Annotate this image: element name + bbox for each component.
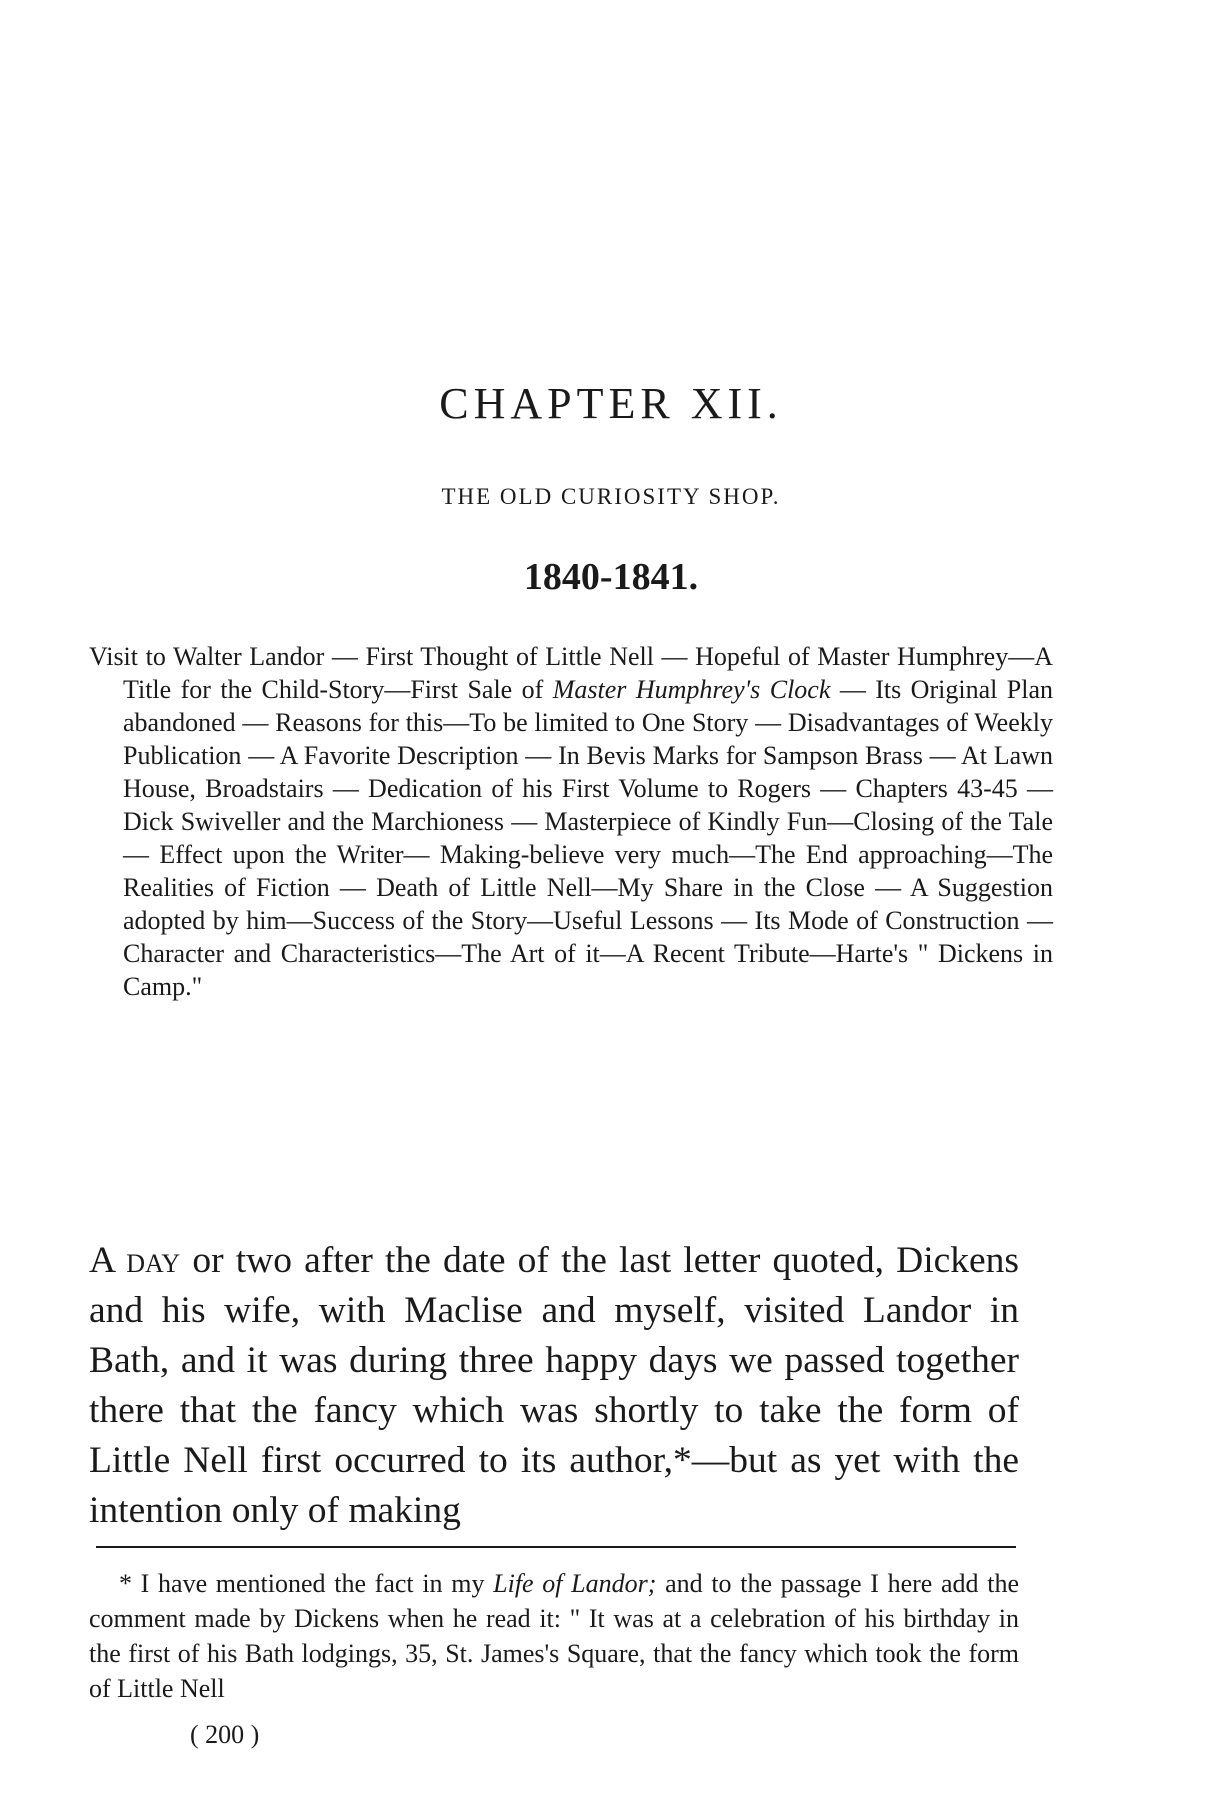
chapter-title: CHAPTER XII. [439,379,783,428]
footnote-text-2: and to the passage I here add the comment made by Dickens when he read it: " It was at a celebration of his birthday in the first of his Bath lodgings, 35, St. James's Square, that the fancy which took the form of Little Nell [89,1569,1019,1703]
body-text: or two after the date of the last letter quoted, Dickens and his wife, with Maclise and myself, visited Landor in Bath, and it was during three happy days we passed together there that the fancy which was shortly to take the form of Little Nell first occurred to its author,*—but as yet with the intention only of making [89,1240,1020,1531]
body-lead: A [89,1240,127,1281]
footnote [89,1566,1019,1706]
chapter-subtitle: THE OLD CURIOSITY SHOP. [441,484,781,509]
chapter-dates: 1840-1841. [523,556,699,598]
body-lead-small-caps: day [126,1240,181,1281]
footnote-italic-title: Life of Landor; [493,1569,657,1598]
footnote-divider [96,1546,1016,1548]
synopsis-text-1: Visit to Walter Landor — First Thought of Little Nell — Hopeful of Master Humphrey—A Title for the Child-Story—First Sale of [89,642,1053,704]
footnote-text-1: * I have mentioned the fact in my [119,1569,494,1598]
page-number: ( 200 ) [190,1720,260,1749]
synopsis-text-2: — Its Original Plan abandoned — Reasons for this—To be limited to One Story — Disadvantages of Weekly Publication — A Favorite Description — In Bevis Marks for Sampson Brass — At Lawn House, Broadstairs — Dedication of his First Volume to Rogers — Chapters 43-45 — Dick Swiveller and the Marchioness — Masterpiece of Kindly Fun—Closing of the Tale— Effect upon the Writer— Making-believe very much—The End approaching—The Realities of Fiction — Death of Little Nell—My Share in the Close — A Suggestion adopted by him—Success of the Story—Useful Lessons — Its Mode of Construction — Character and Characteristics—The Art of it—A Recent Tribute—Harte's " Dickens in Camp." [123,675,1053,1001]
chapter-synopsis [89,640,1053,1003]
body-paragraph [89,1236,1019,1536]
synopsis-italic-title: Master Humphrey's Clock [552,675,831,704]
